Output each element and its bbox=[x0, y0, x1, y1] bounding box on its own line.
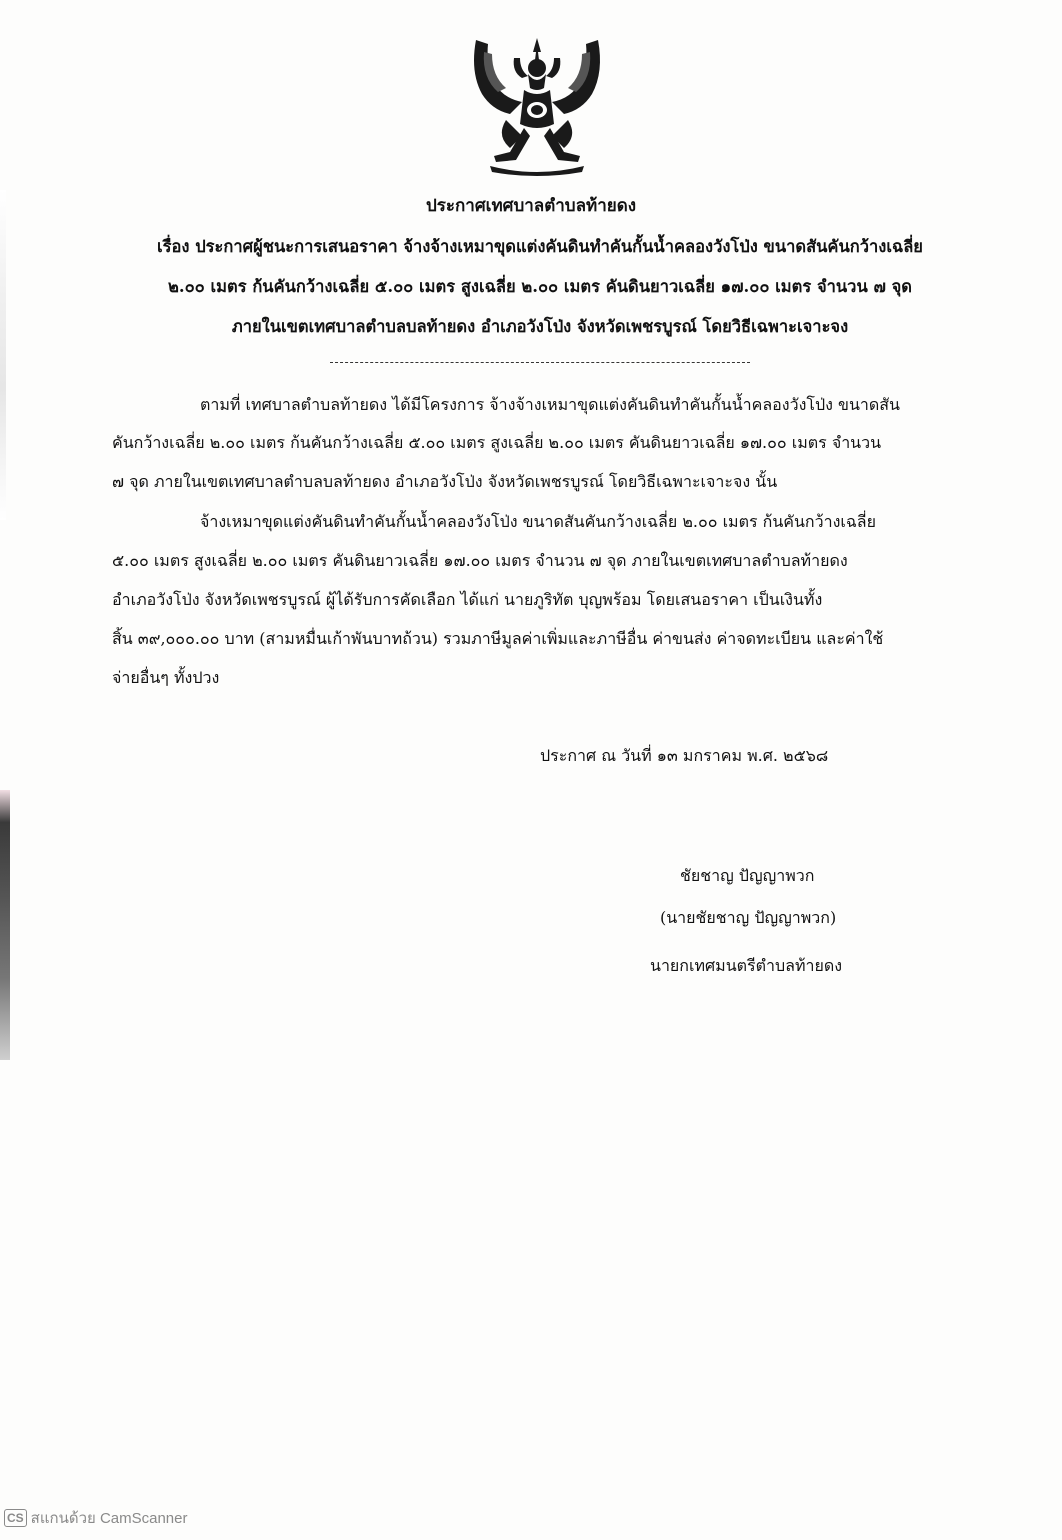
paragraph-line: จ่ายอื่นๆ ทั้งปวง bbox=[112, 668, 220, 687]
paragraph-line: อำเภอวังโป่ง จังหวัดเพชรบูรณ์ ผู้ได้รับการคัดเลือก ได้แก่ นายภูริทัต บุญพร้อม โดยเสนอราคา เป็นเงินทั้ง bbox=[112, 590, 823, 609]
announcement-title: ประกาศเทศบาลตำบลท้ายดง bbox=[425, 196, 637, 216]
signature-name: ชัยชาญ ปัญญาพวก bbox=[680, 866, 815, 885]
signatory-position: นายกเทศมนตรีตำบลท้ายดง bbox=[650, 956, 843, 975]
camscanner-logo-icon: CS bbox=[4, 1509, 27, 1527]
announcement-date: ประกาศ ณ วันที่ ๑๓ มกราคม พ.ศ. ๒๕๖๘ bbox=[540, 746, 829, 765]
paragraph-line: คันกว้างเฉลี่ย ๒.๐๐ เมตร ก้นคันกว้างเฉลี่ย ๕.๐๐ เมตร สูงเฉลี่ย ๒.๐๐ เมตร คันดินยาวเฉลี่ย ๑๗.๐๐ เมตร จำนวน bbox=[112, 433, 882, 452]
subject-line: เรื่อง ประกาศผู้ชนะการเสนอราคา จ้างจ้างเหมาขุดแต่งคันดินทำคันกั้นน้ำคลองวังโป่ง ขนาดสันคันกว้างเฉลี่ย bbox=[157, 237, 923, 256]
paragraph-line: ๕.๐๐ เมตร สูงเฉลี่ย ๒.๐๐ เมตร คันดินยาวเฉลี่ย ๑๗.๐๐ เมตร จำนวน ๗ จุด ภายในเขตเทศบาลตำบลท้ายดง bbox=[112, 551, 848, 570]
camscanner-watermark bbox=[4, 1506, 188, 1530]
scan-edge-shadow bbox=[0, 190, 6, 520]
paragraph-line: สิ้น ๓๙,๐๐๐.๐๐ บาท (สามหมื่นเก้าพันบาทถ้วน) รวมภาษีมูลค่าเพิ่มและภาษีอื่น ค่าขนส่ง ค่าจดทะเบียน และค่าใช้ bbox=[112, 629, 884, 648]
signatory-full-name: (นายชัยชาญ ปัญญาพวก) bbox=[660, 908, 837, 927]
scan-edge-artifact bbox=[0, 790, 10, 1060]
paragraph-line: ๗ จุด ภายในเขตเทศบาลตำบลบลท้ายดง อำเภอวังโป่ง จังหวัดเพชรบูรณ์ โดยวิธีเฉพาะเจาะจง นั้น bbox=[112, 472, 778, 491]
subject-line: ๒.๐๐ เมตร ก้นคันกว้างเฉลี่ย ๕.๐๐ เมตร สูงเฉลี่ย ๒.๐๐ เมตร คันดินยาวเฉลี่ย ๑๗.๐๐ เมตร จำนวน ๗ จุด bbox=[167, 277, 913, 296]
paragraph-line: ตามที่ เทศบาลตำบลท้ายดง ได้มีโครงการ จ้างจ้างเหมาขุดแต่งคันดินทำคันกั้นน้ำคลองวังโป่ง ขนาดสัน bbox=[200, 395, 900, 414]
watermark-text: สแกนด้วย CamScanner bbox=[30, 1510, 188, 1527]
paragraph-line: จ้างเหมาขุดแต่งคันดินทำคันกั้นน้ำคลองวังโป่ง ขนาดสันคันกว้างเฉลี่ย ๒.๐๐ เมตร ก้นคันกว้างเฉลี่ย bbox=[200, 512, 876, 531]
section-divider bbox=[330, 362, 750, 363]
subject-line: ภายในเขตเทศบาลตำบลบลท้ายดง อำเภอวังโป่ง จังหวัดเพชรบูรณ์ โดยวิธีเฉพาะเจาะจง bbox=[231, 317, 849, 336]
garuda-emblem-icon bbox=[466, 32, 608, 178]
